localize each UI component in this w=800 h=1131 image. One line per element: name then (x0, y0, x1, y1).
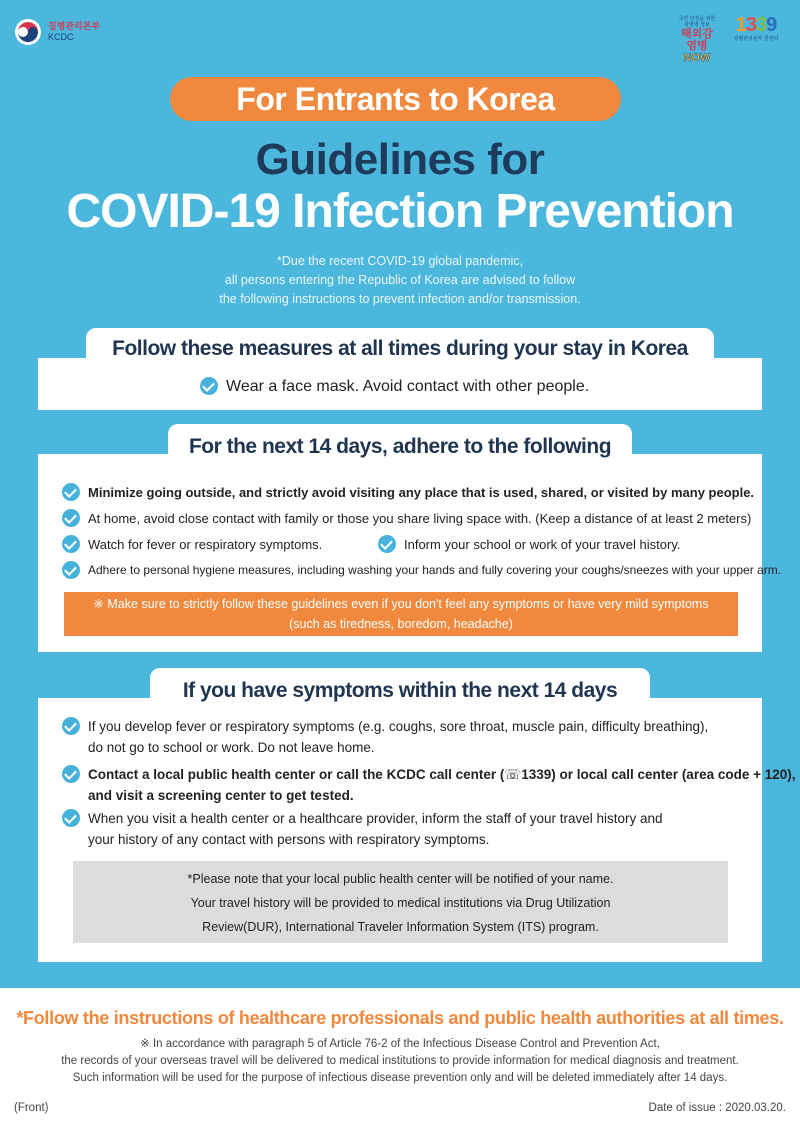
list-item: At home, avoid close contact with family or those you share living space with. (Keep a distance of at least 2 meters) (62, 508, 751, 529)
legal-footnote: ※ In accordance with paragraph 5 of Article 76-2 of the Infectious Disease Control and Prevention Act, the records of your overseas travel will be delivered to medical institutions to provide information for medical diagnosis and treatment. Such information will be used for the purpose of infectious disease prevention only and will be deleted immediately after 14 days. (61, 1038, 739, 1084)
list-item: Contact a local public health center or call the KCDC call center (☏1339) or local call center (area code + 120), and visit a screening center to get tested. (62, 764, 796, 806)
follow-instructions-text: *Follow the instructions of healthcare professionals and public health authorities at all times. (16, 1008, 784, 1028)
check-icon (62, 535, 80, 553)
check-icon (62, 717, 80, 735)
check-icon (62, 809, 80, 827)
taegeuk-icon (14, 18, 42, 46)
title-line-1: Guidelines for (255, 135, 545, 184)
kcdc-logo (14, 18, 100, 46)
list-item: If you develop fever or respiratory symptoms (e.g. coughs, sore throat, muscle pain, difficulty breathing), do not go to school or work. Do not leave home. (62, 716, 708, 758)
section-symptoms-heading: If you have symptoms within the next 14 days (150, 668, 650, 704)
notification-note: *Please note that your local public health center will be notified of your name. Your travel history will be provided to medical institutions via Drug Utilization Review(DUR), International Traveler Information System (ITS) program. (73, 861, 728, 943)
list-item: Inform your school or work of your travel history. (378, 534, 680, 555)
list-item: Minimize going outside, and strictly avoid visiting any place that is used, shared, or visited by many people. (62, 482, 754, 503)
overseas-infection-now-logo: 국민 안전을 위한 감염병 정보 해외감염병 NOW (678, 16, 716, 64)
check-icon (62, 483, 80, 501)
check-icon (62, 561, 80, 579)
list-item: Watch for fever or respiratory symptoms. (62, 534, 322, 555)
section-always-heading: Follow these measures at all times during your stay in Korea (86, 328, 714, 364)
symptoms-warning-note: ※ Make sure to strictly follow these guidelines even if you don't feel any symptoms or have very mild symptoms (such as tiredness, boredom, headache) (64, 592, 738, 636)
list-item: Adhere to personal hygiene measures, including washing your hands and fully covering your coughs/sneezes with your upper arm. (62, 560, 781, 581)
issue-date: Date of issue : 2020.03.20. (648, 1102, 786, 1114)
org-english-name: KCDC (48, 32, 74, 42)
list-item: When you visit a health center or a healthcare provider, inform the staff of your travel history and your history of any contact with persons with respiratory symptoms. (62, 808, 663, 850)
section-always-item: Wear a face mask. Avoid contact with other people. (200, 376, 589, 397)
section-14days-heading: For the next 14 days, adhere to the following (168, 424, 632, 460)
check-icon (200, 377, 218, 395)
intro-text: *Due the recent COVID-19 global pandemic, all persons entering the Republic of Korea are advised to follow the following instructions to prevent infection and/or transmission. (219, 254, 581, 306)
hotline-1339-logo: 1339 질병관리본부 콜센터 (733, 14, 779, 42)
title-line-2: COVID-19 Infection Prevention (66, 185, 734, 238)
page-side-label: (Front) (14, 1102, 49, 1114)
check-icon (378, 535, 396, 553)
org-korean-name: 질병관리본부 (48, 21, 101, 31)
entrants-banner: For Entrants to Korea (170, 77, 621, 121)
check-icon (62, 509, 80, 527)
check-icon (62, 765, 80, 783)
